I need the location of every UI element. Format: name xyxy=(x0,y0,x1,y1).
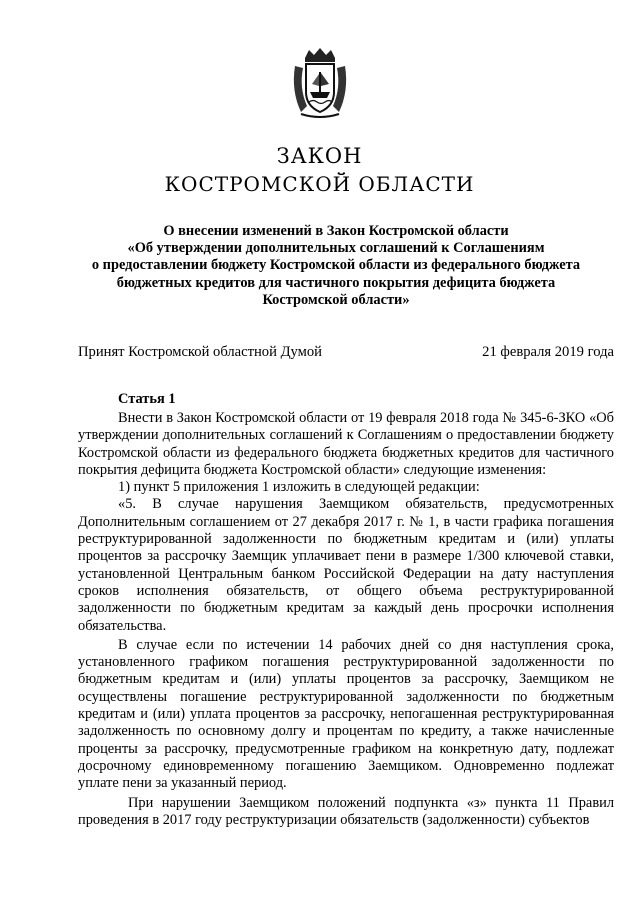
subject-line: «Об утверждении дополнительных соглашений к Соглашениям xyxy=(127,240,545,257)
coat-of-arms-icon xyxy=(287,46,353,120)
law-title: ЗАКОН xyxy=(276,144,363,168)
article-body xyxy=(78,410,614,829)
paragraph: При нарушении Заемщиком положений подпункта «з» пункта 11 Правил проведения в 2017 году реструктуризации обязательств (задолженности) субъектов xyxy=(78,794,614,828)
article-heading: Статья 1 xyxy=(118,391,176,407)
subject-line: Костромской области» xyxy=(262,291,410,308)
paragraph: «5. В случае нарушения Заемщиком обязательств, предусмотренных Дополнительным соглашением от 27 декабря 2017 г. № 1, в части графика погашения реструктурированной задолженности по бюджетным кредитам и (или) уплаты процентов за рассрочку Заемщик уплачивает пени в размере 1/300 ключевой ставки, установленной Центральным банком Российской Федерации на дату наступления сроков исполнения обязательств, от общего объема реструктурированной задолженности по бюджетным кредитам за каждый день просрочки исполнения обязательства. xyxy=(78,496,614,634)
paragraph: Внести в Закон Костромской области от 19 февраля 2018 года № 345-6-ЗКО «Об утверждении дополнительных соглашений к Соглашениям о предоставлении бюджету Костромской области из федерального бюджета бюджетных кредитов для частичного покрытия дефицита бюджета Костромской области» следующие изменения: xyxy=(78,410,614,478)
subject-line: О внесении изменений в Закон Костромской области xyxy=(163,223,509,239)
subject-line: бюджетных кредитов для частичного покрытия дефицита бюджета xyxy=(116,274,556,291)
paragraph: 1) пункт 5 приложения 1 изложить в следующей редакции: xyxy=(118,479,480,496)
law-subject xyxy=(76,223,596,309)
paragraph: В случае если по истечении 14 рабочих дней со дня наступления срока, установленного графиком погашения реструктурированной задолженности по бюджетным кредитам и (или) уплаты процентов за рассрочку, Заемщиком не осуществлены погашение реструктурированной задолженности по бюджетным кредитам и (или) уплата процентов за рассрочку, непогашенная реструктурированная задолженность по основному долгу и процентам по кредиту, а также начисленные проценты за рассрочку, предусмотренные графиком на конкретную дату, подлежат досрочному единовременному погашению Заемщиком. Одновременно подлежат уплате пени за указанный период. xyxy=(78,636,614,792)
adopting-body: Принят Костромской областной Думой xyxy=(78,344,322,360)
adoption-date: 21 февраля 2019 года xyxy=(482,344,614,360)
subject-line: о предоставлении бюджету Костромской области из федерального бюджета xyxy=(91,257,581,274)
adoption-line xyxy=(78,344,614,361)
region-title: КОСТРОМСКОЙ ОБЛАСТИ xyxy=(164,172,475,196)
